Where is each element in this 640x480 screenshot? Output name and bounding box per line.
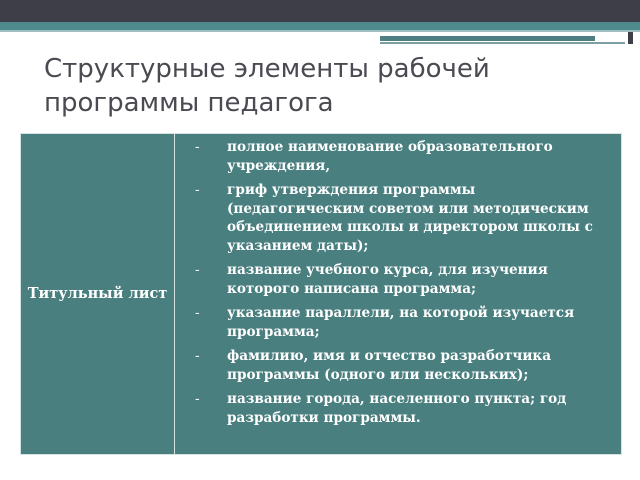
list-item-text: название учебного курса, для изучения которого написана программа; [227,262,548,297]
list-item-text: полное наименование образовательного учреждения, [227,139,553,174]
section-label: Титульный лист [27,285,168,302]
content-table [20,133,622,455]
header-thin-band [0,30,640,32]
requirements-list [195,138,613,427]
bullet-dash: - [195,182,200,198]
bullet-dash: - [195,391,200,407]
table-cell-label [21,134,175,454]
list-item-text: фамилию, имя и отчество разработчика программы (одного или нескольких); [227,348,552,383]
bullet-dash: - [195,348,200,364]
header-teal-band [0,22,640,30]
decorative-line [628,32,633,44]
list-item-text: название города, населенного пункта; год разработки программы. [227,391,567,426]
list-item [195,138,613,175]
list-item [195,304,613,341]
table-cell-items [175,134,621,454]
list-item-text: указание параллели, на которой изучается программа; [227,305,575,340]
bullet-dash: - [195,305,200,321]
list-item [195,261,613,298]
list-item [195,181,613,255]
list-item [195,347,613,384]
slide-title: Структурные элементы рабочей программы педагога [44,54,490,118]
bullet-dash: - [195,262,200,278]
list-item-text: гриф утверждения программы (педагогическим советом или методическим объединением школы и директором школы с указанием даты); [227,182,593,254]
decorative-line [380,36,595,41]
header-dark-band [0,0,640,22]
list-item [195,390,613,427]
decorative-line [380,42,625,44]
bullet-dash: - [195,139,200,155]
